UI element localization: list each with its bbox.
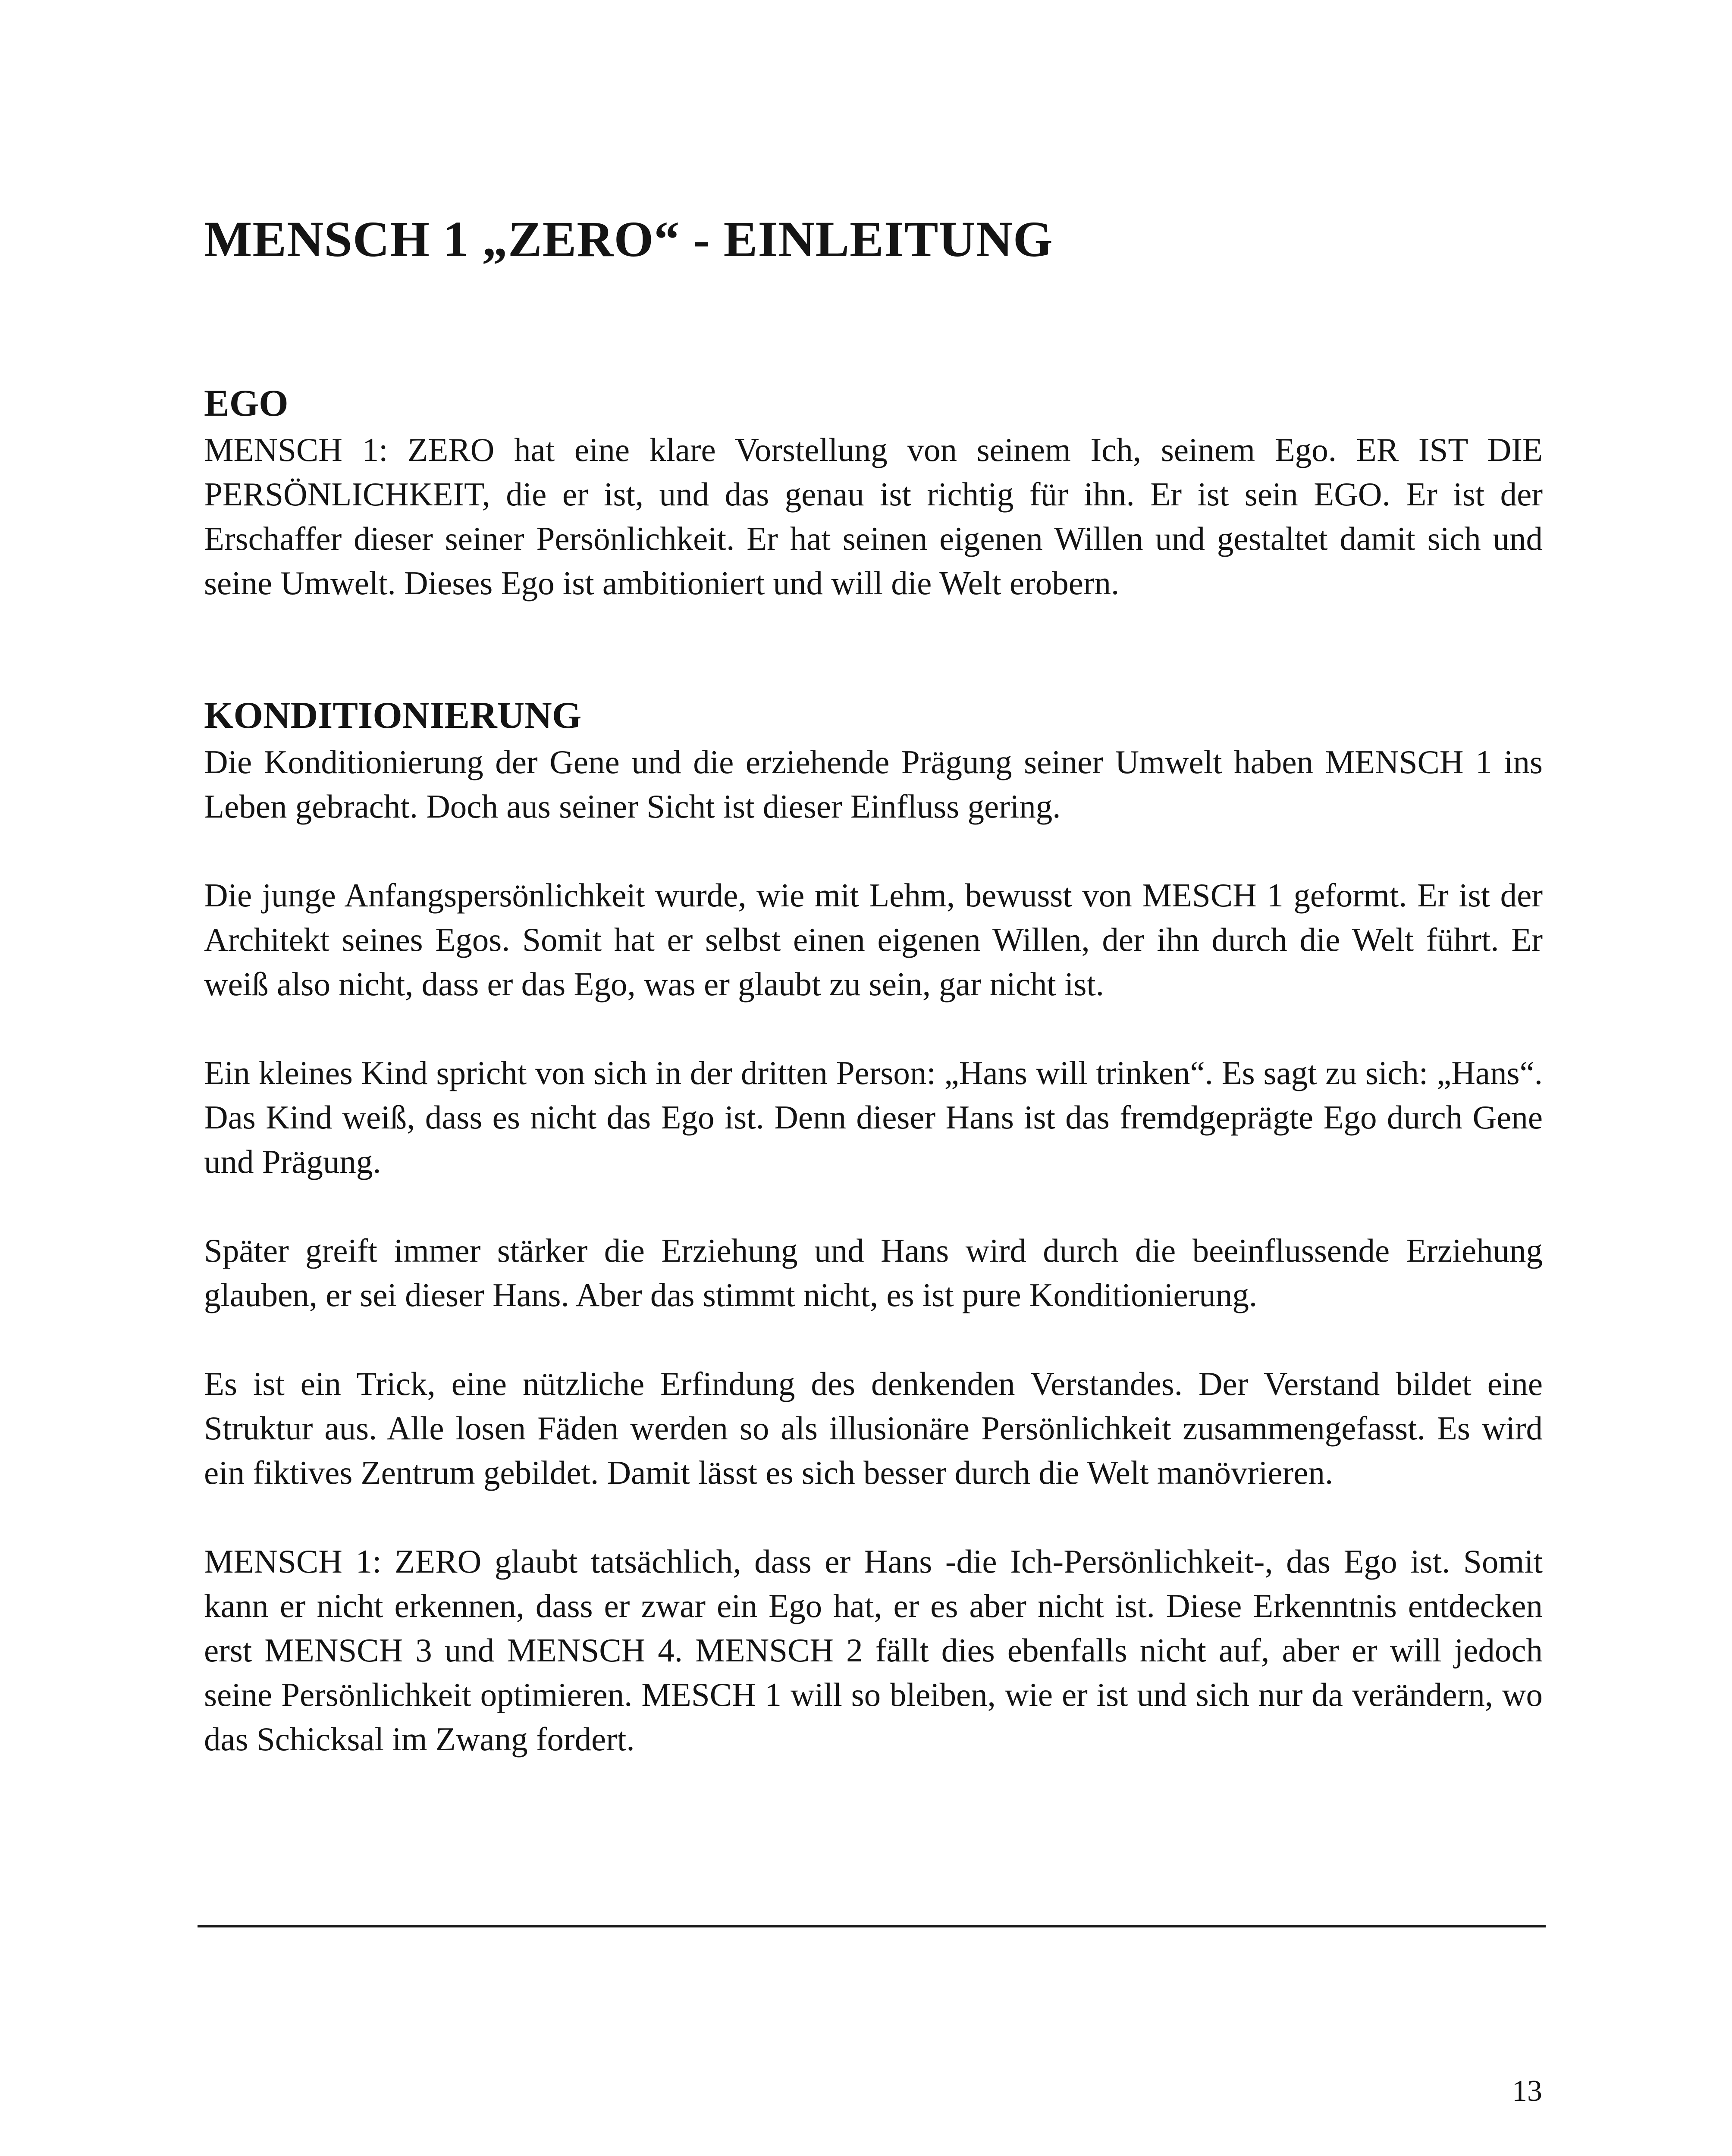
paragraph: Später greift immer stärker die Erziehung und Hans wird durch die beeinflussende Erziehung glauben, er sei dieser Hans. Aber das stimmt nicht, es ist pure Konditionierung. bbox=[204, 1232, 1543, 1313]
page-number: 13 bbox=[1512, 2075, 1542, 2108]
paragraph: Die junge Anfangspersönlichkeit wurde, wie mit Lehm, bewusst von MESCH 1 geformt. Er ist der Architekt seines Egos. Somit hat er selbst einen eigenen Willen, der ihn durch die Welt führt. Er weiß also nicht, dass er das Ego, was er glaubt zu sein, gar nicht ist. bbox=[204, 877, 1543, 1003]
section-konditionierung bbox=[204, 692, 1543, 1761]
section-ego bbox=[204, 379, 1543, 605]
paragraph: Ein kleines Kind spricht von sich in der dritten Person: „Hans will trinken“. Es sagt zu sich: „Hans“. Das Kind weiß, dass es nicht das Ego ist. Denn dieser Hans ist das fremdgeprägte Ego durch Gene und Prägung. bbox=[204, 1054, 1543, 1180]
page-content bbox=[204, 203, 1543, 1761]
section-heading-konditionierung: KONDITIONIERUNG bbox=[204, 695, 582, 736]
paragraph: MENSCH 1: ZERO glaubt tatsächlich, dass er Hans -die Ich-Persönlichkeit-, das Ego ist. Somit kann er nicht erkennen, dass er zwar ein Ego hat, er es aber nicht ist. Diese Erkenntnis entdecken erst MENSCH 3 und MENSCH 4. MENSCH 2 fällt dies ebenfalls nicht auf, aber er will jedoch seine Persönlichkeit optimieren. MESCH 1 will so bleiben, wie er ist und sich nur da verändern, wo das Schicksal im Zwang fordert. bbox=[204, 1543, 1543, 1758]
paragraph: Die Konditionierung der Gene und die erziehende Prägung seiner Umwelt haben MENSCH 1 ins Leben gebracht. Doch aus seiner Sicht ist dieser Einfluss gering. bbox=[204, 743, 1543, 825]
section-heading-ego: EGO bbox=[204, 382, 289, 424]
paragraph: MENSCH 1: ZERO hat eine klare Vorstellung von seinem Ich, seinem Ego. ER IST DIE PERSÖNLICHKEIT, die er ist, und das genau ist richtig für ihn. Er ist sein EGO. Er ist der Erschaffer dieser seiner Persönlichkeit. Er hat seinen eigenen Willen und gestaltet damit sich und seine Umwelt. Dieses Ego ist ambitioniert und will die Welt erobern. bbox=[204, 431, 1543, 602]
chapter-title: MENSCH 1 „ZERO“ - EINLEITUNG bbox=[204, 211, 1053, 267]
footer-divider bbox=[198, 1925, 1546, 1927]
paragraph: Es ist ein Trick, eine nützliche Erfindung des denkenden Verstandes. Der Verstand bildet eine Struktur aus. Alle losen Fäden werden so als illusionäre Persönlichkeit zusammengefasst. Es wird ein fiktives Zentrum gebildet. Damit lässt es sich besser durch die Welt manövrieren. bbox=[204, 1365, 1543, 1491]
